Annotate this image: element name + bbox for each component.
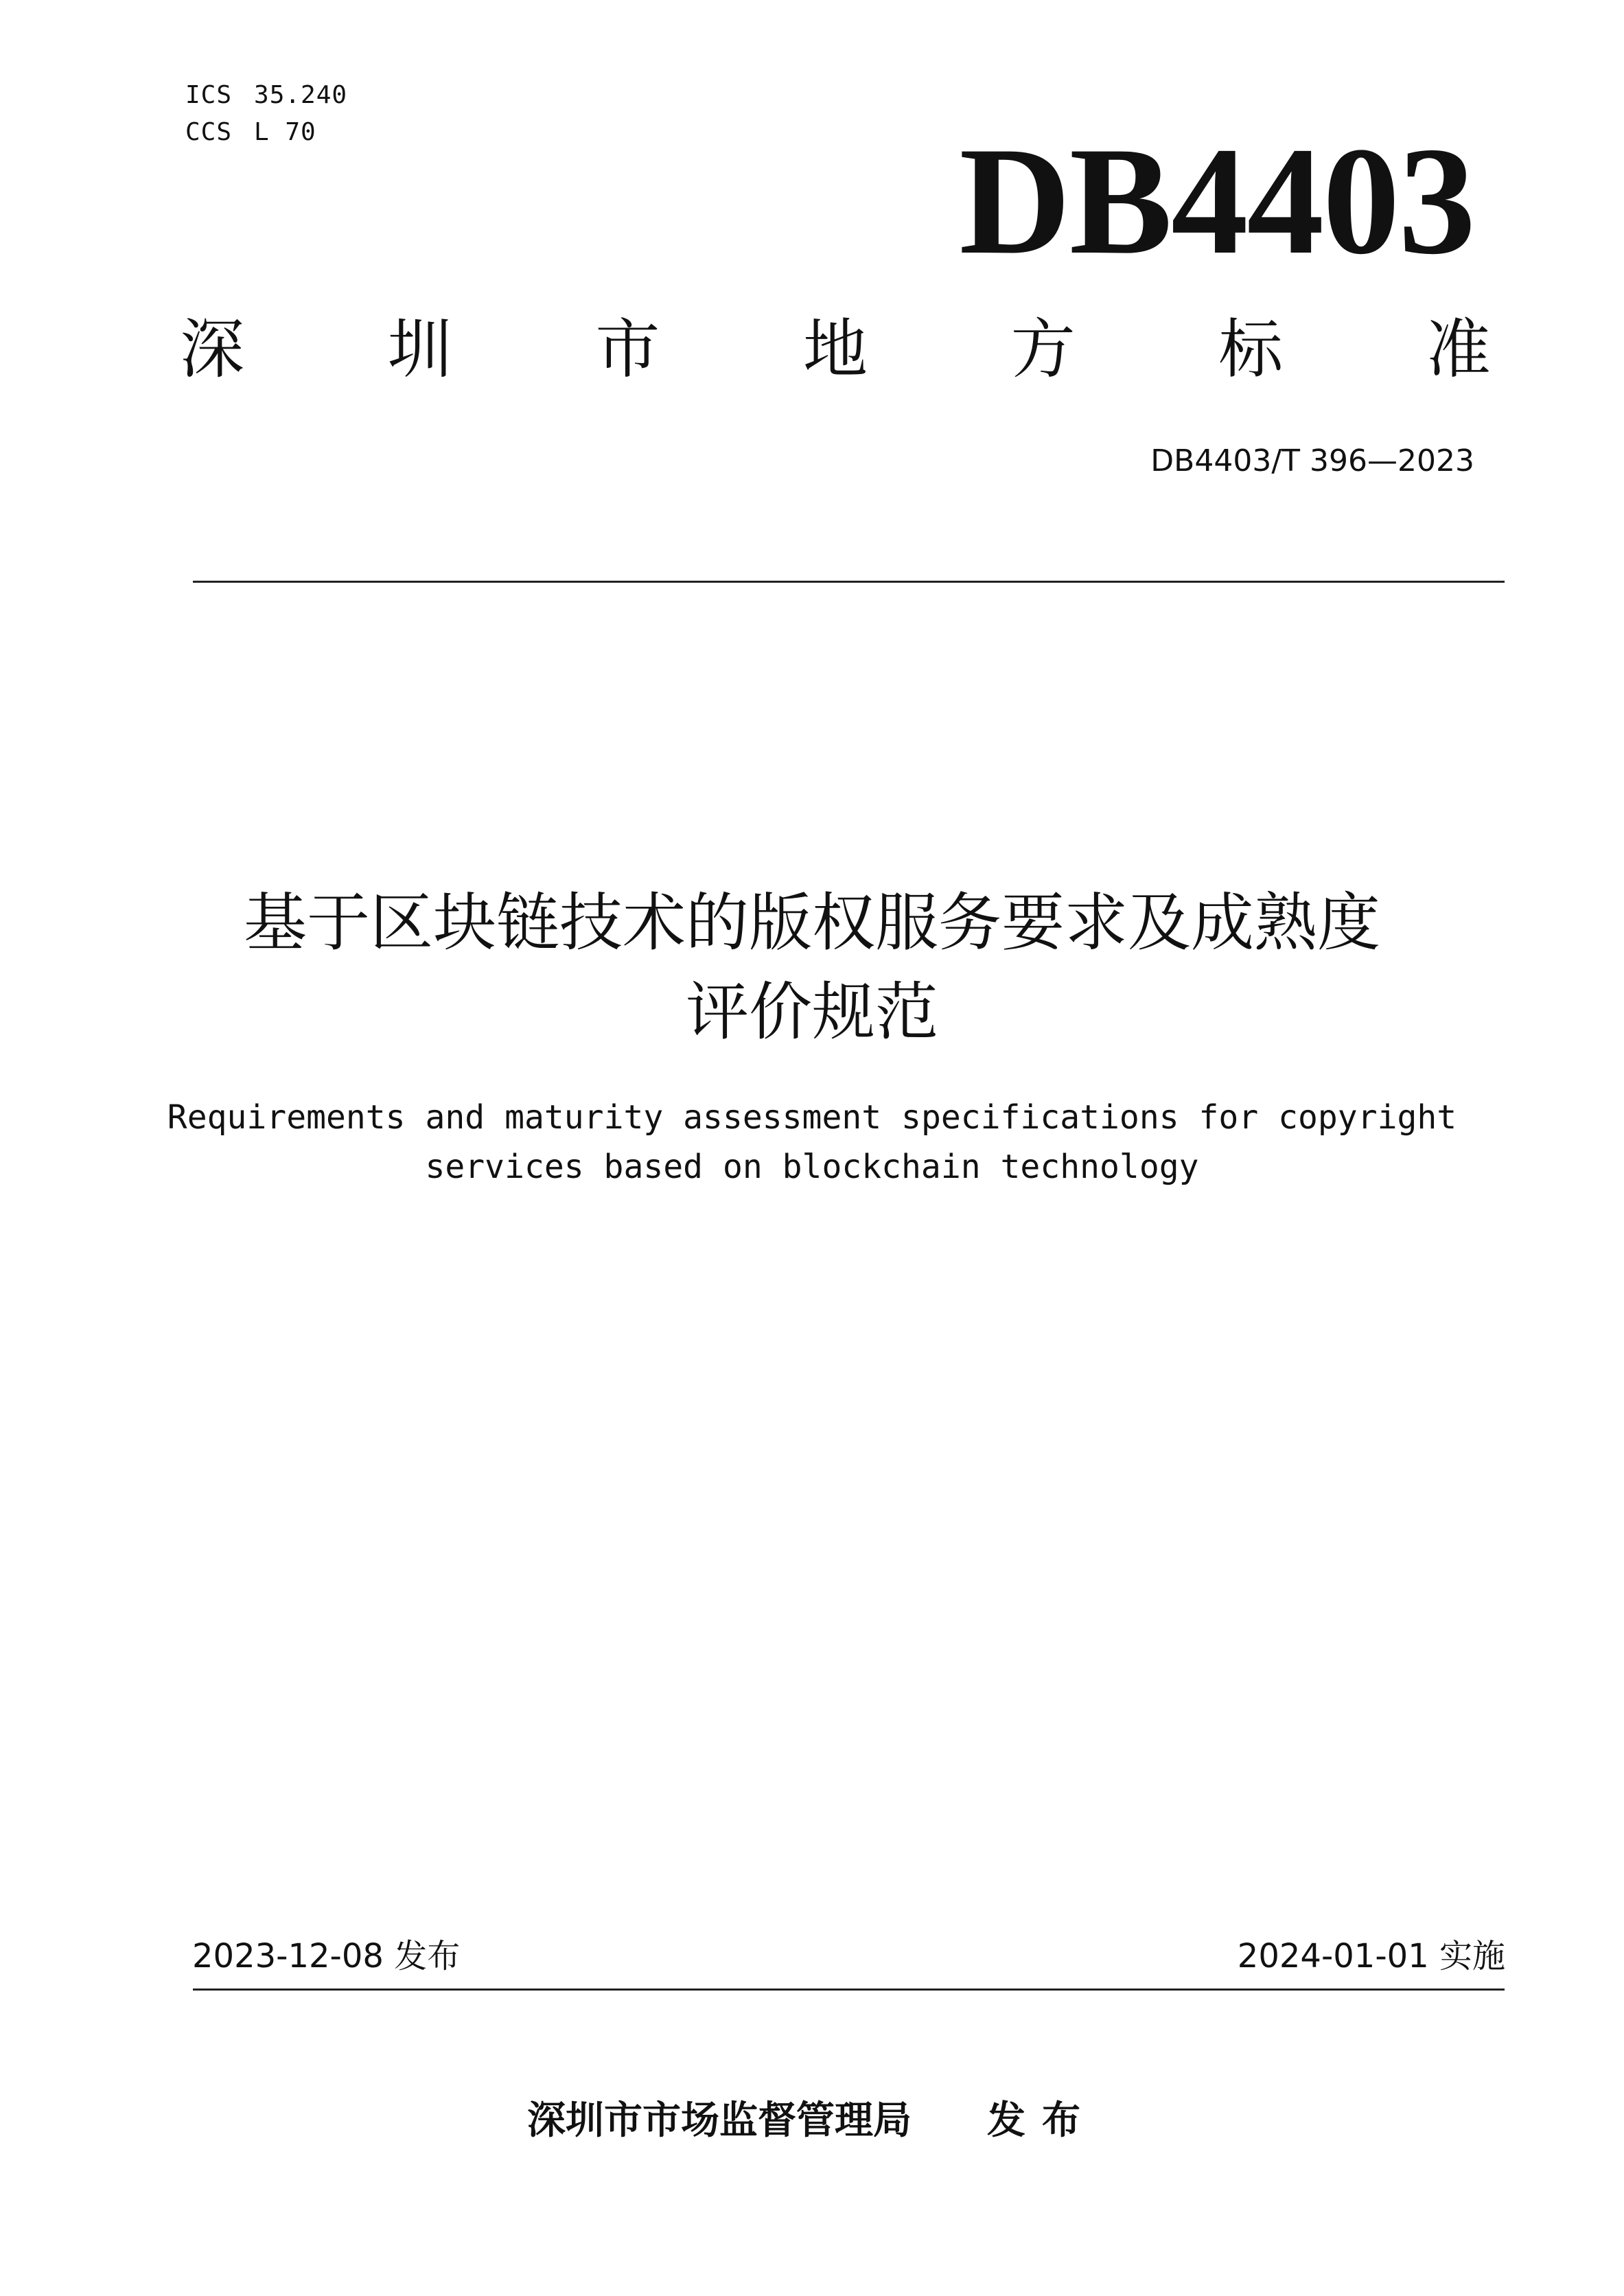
ccs-label: CCS xyxy=(185,118,233,146)
standard-number: DB4403/T 396—2023 xyxy=(1150,443,1474,478)
title-english xyxy=(124,1093,1500,1192)
header-divider xyxy=(193,581,1505,583)
title-chinese-line-1: 基于区块链技术的版权服务要求及成熟度 xyxy=(243,886,1380,960)
standard-type-char: 深 xyxy=(180,312,245,387)
issuer-name: 深圳市市场监督管理局 xyxy=(527,2098,912,2143)
standard-type-char: 地 xyxy=(802,312,868,387)
standard-type-char: 准 xyxy=(1426,312,1491,387)
ccs-code: L 70 xyxy=(254,118,316,146)
ics-row xyxy=(185,77,347,114)
title-english-line-2: services based on blockchain technology xyxy=(425,1148,1199,1186)
ics-code: 35.240 xyxy=(254,81,348,109)
standard-type xyxy=(180,312,1491,388)
title-chinese xyxy=(124,879,1500,1057)
ccs-row xyxy=(185,114,347,151)
title-english-line-1: Requirements and maturity assessment specifications for copyright xyxy=(167,1098,1457,1137)
ics-label: ICS xyxy=(185,81,233,109)
standard-type-char: 标 xyxy=(1218,312,1284,387)
issuing-authority xyxy=(0,2094,1624,2148)
issuer-action: 发布 xyxy=(987,2098,1097,2143)
standard-mark: DB4403 xyxy=(959,115,1474,286)
title-chinese-line-2: 评价规范 xyxy=(685,975,938,1049)
classification-codes xyxy=(185,77,347,151)
effective-date: 2024-01-01 实施 xyxy=(1237,1937,1505,1975)
issue-date: 2023-12-08 发布 xyxy=(192,1937,461,1975)
standard-type-char: 市 xyxy=(595,312,660,387)
standard-type-char: 方 xyxy=(1010,312,1076,387)
footer-divider xyxy=(193,1988,1505,1991)
standard-type-char: 圳 xyxy=(387,312,452,387)
